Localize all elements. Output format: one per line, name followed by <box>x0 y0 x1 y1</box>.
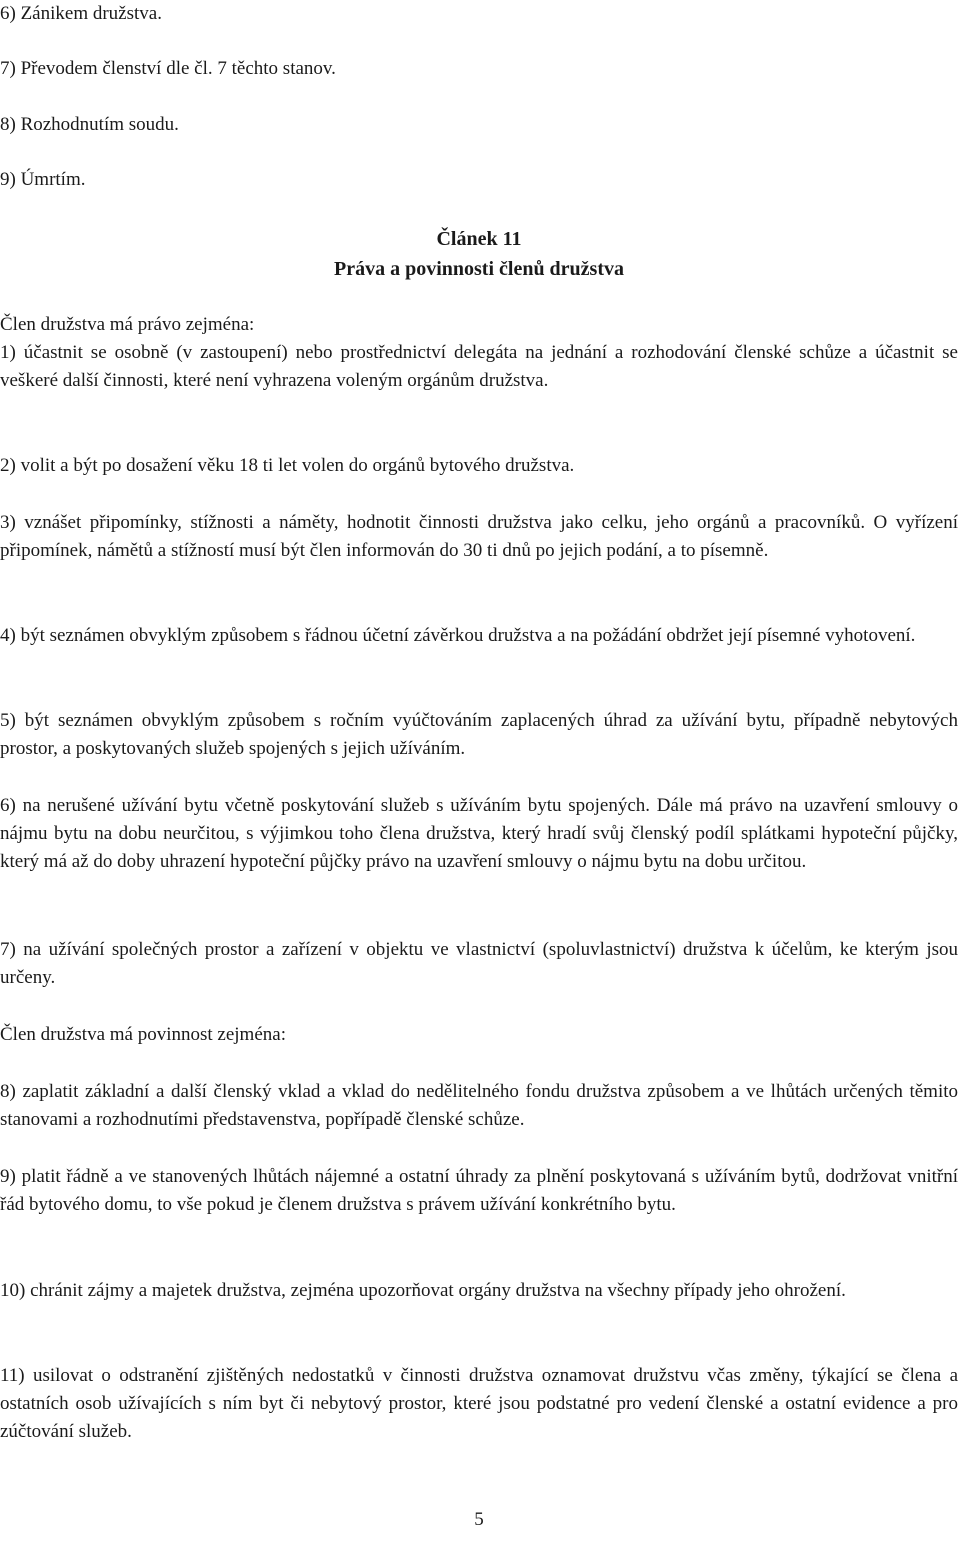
duty-item-9: 9) platit řádně a ve stanovených lhůtách nájemné a ostatní úhrady za plnění poskytovaná s užíváním bytů, dodržovat vnitřní řád bytového domu, to vše pokud je členem družstva s právem užívání konkrétního bytu. <box>0 1166 958 1215</box>
duties-intro: Člen družstva má povinnost zejména: <box>0 1024 286 1045</box>
list-item: 7) Převodem členství dle čl. 7 těchto stanov. <box>0 58 336 79</box>
rights-intro: Člen družstva má právo zejména: <box>0 314 255 335</box>
right-item-7: 7) na užívání společných prostor a zařízení v objektu ve vlastnictví (spoluvlastnictví) družstva k účelům, ke kterým jsou určeny. <box>0 939 958 988</box>
page-number: 5 <box>474 1509 484 1530</box>
right-item-4: 4) být seznámen obvyklým způsobem s řádnou účetní závěrkou družstva a na požádání obdržet její písemné vyhotovení. <box>0 625 916 646</box>
article-heading <box>0 224 958 284</box>
duty-item-8: 8) zaplatit základní a další členský vklad a vklad do nedělitelného fondu družstva způsobem a ve lhůtách určených těmito stanovami a rozhodnutími představenstva, popřípadě členské schůze. <box>0 1081 958 1130</box>
article-title: Práva a povinnosti členů družstva <box>333 258 625 280</box>
list-item: 9) Úmrtím. <box>0 169 86 190</box>
right-item-6: 6) na nerušené užívání bytu včetně poskytování služeb s užíváním bytu spojených. Dále má právo na uzavření smlouvy o nájmu bytu na dobu neurčitou, s výjimkou toho člena družstva, který hradí svůj členský podíl splátkami hypoteční půjčky, který má až do doby uhrazení hypoteční půjčky právo na uzavření smlouvy o nájmu bytu na dobu určitou. <box>0 795 958 872</box>
right-item-1: 1) účastnit se osobně (v zastoupení) nebo prostřednictví delegáta na jednání a rozhodování členské schůze a účastnit se veškeré další činnosti, které není vyhrazena voleným orgánům družstva. <box>0 342 958 391</box>
right-item-2: 2) volit a být po dosažení věku 18 ti let volen do orgánů bytového družstva. <box>0 455 575 476</box>
right-item-3: 3) vznášet připomínky, stížnosti a náměty, hodnotit činnosti družstva jako celku, jeho orgánů a pracovníků. O vyřízení připomínek, námětů a stížností musí být člen informován do 30 ti dnů po jejich podání, a to písemně. <box>0 512 958 561</box>
list-item: 6) Zánikem družstva. <box>0 3 162 24</box>
duty-item-11: 11) usilovat o odstranění zjištěných nedostatků v činnosti družstva oznamovat družstvu včas změny, týkající se člena a ostatních osob užívajících s ním byt či nebytový prostor, které jsou podstatné pro vedení členské a ostatní evidence a pro zúčtování služeb. <box>0 1365 958 1442</box>
right-item-5: 5) být seznámen obvyklým způsobem s ročním vyúčtováním zaplacených úhrad za užívání bytu, případně nebytových prostor, a poskytovaných služeb spojených s jejich užíváním. <box>0 710 958 759</box>
article-number: Článek 11 <box>436 228 522 250</box>
list-item: 8) Rozhodnutím soudu. <box>0 114 179 135</box>
duty-item-10: 10) chránit zájmy a majetek družstva, zejména upozorňovat orgány družstva na všechny případy jeho ohrožení. <box>0 1280 846 1301</box>
